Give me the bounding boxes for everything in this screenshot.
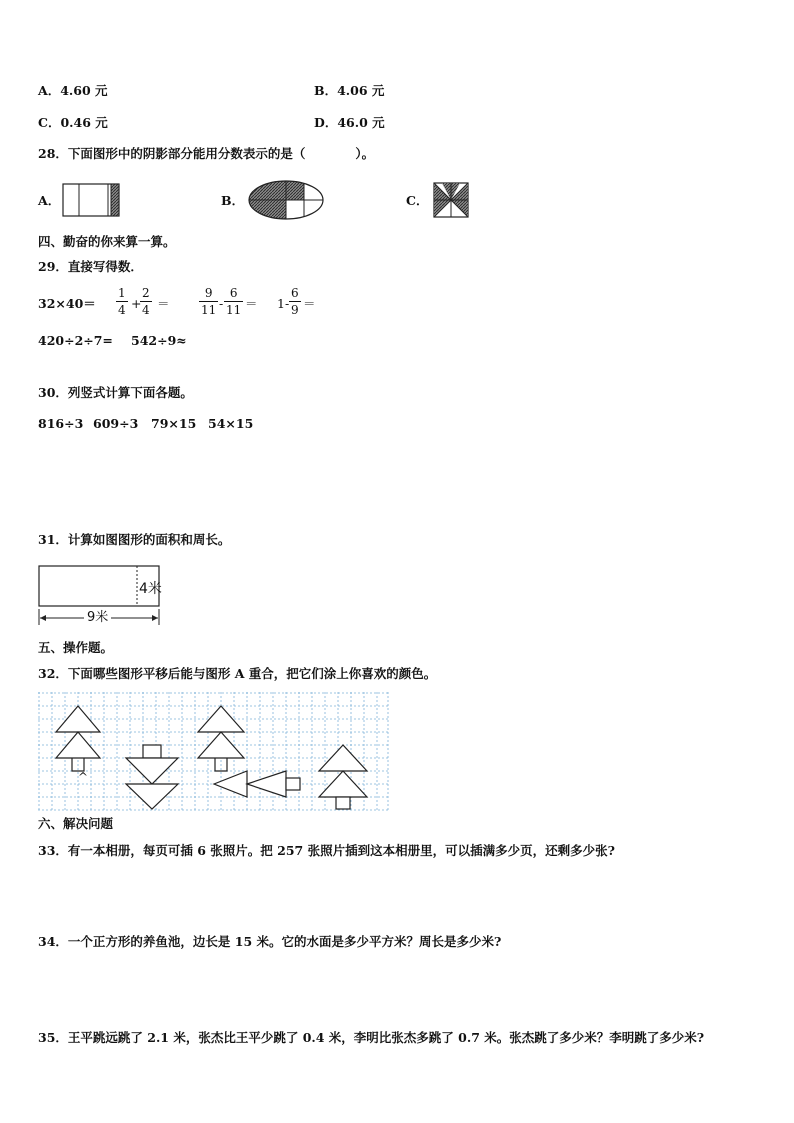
q29-expr-1: 32×40＝ xyxy=(38,296,96,311)
q31-height-label: 4米 xyxy=(139,581,162,597)
q30-title: 30．列竖式计算下面各题。 xyxy=(38,385,193,400)
q29-operator: - xyxy=(219,296,224,311)
q29-fraction: $\frac{1}{4}$ xyxy=(118,286,126,317)
q29-fraction: $\frac{2}{4}$ xyxy=(142,286,150,317)
q28-option-c-label: C． xyxy=(406,193,429,208)
q29-expr-4-prefix: 1- xyxy=(277,296,290,311)
q30-item: 54×15 xyxy=(208,416,254,431)
q30-item: 609÷3 xyxy=(93,416,139,431)
q29-expr-5: 420÷2÷7= xyxy=(38,333,113,348)
option-a: A．4.60 元 xyxy=(38,83,108,98)
q28-option-a-label: A． xyxy=(38,193,61,208)
q29-equals: ＝ xyxy=(245,296,258,311)
q29-operator: + xyxy=(131,296,142,311)
q31-title: 31．计算如图图形的面积和周长。 xyxy=(38,532,231,547)
q34-text: 34．一个正方形的养鱼池，边长是 15 米。它的水面是多少平方米？周长是多少米? xyxy=(38,934,502,949)
section-5-heading: 五、操作题。 xyxy=(38,640,114,655)
q29-fraction: $\frac{9}{11}$ xyxy=(201,286,217,317)
section-4-heading: 四、勤奋的你来算一算。 xyxy=(38,234,176,249)
q32-figure-a-marker: ^ xyxy=(78,770,89,784)
section-6-heading: 六、解决问题 xyxy=(38,816,114,831)
q30-item: 816÷3 xyxy=(38,416,84,431)
q28-figure-b xyxy=(248,180,324,220)
q29-title: 29．直接写得数． xyxy=(38,259,143,274)
q33-text: 33．有一本相册，每页可插 6 张照片。把 257 张照片插到这本相册里，可以插满多少页，还剩多少张? xyxy=(38,843,615,858)
q29-fraction: $\frac{6}{9}$ xyxy=(291,286,299,317)
q29-expr-6: 542÷9≈ xyxy=(131,333,187,348)
q28-question: 28．下面图形中的阴影部分能用分数表示的是（ ）。 xyxy=(38,146,375,161)
q30-item: 79×15 xyxy=(151,416,197,431)
q28-figure-c xyxy=(433,182,469,218)
option-d: D．46.0 元 xyxy=(314,115,385,130)
q35-text: 35．王平跳远跳了 2.1 米，张杰比王平少跳了 0.4 米，李明比张杰多跳了 0.7 米。张杰跳了多少米？李明跳了多少米? xyxy=(38,1030,705,1045)
q29-fraction: $\frac{6}{11}$ xyxy=(226,286,242,317)
q29-equals: ＝ xyxy=(157,296,170,311)
q29-equals: ＝ xyxy=(303,296,316,311)
q28-option-b-label: B． xyxy=(221,193,245,208)
q32-grid-figure xyxy=(38,692,390,814)
q31-width-label: 9米 xyxy=(84,611,111,624)
option-b: B．4.06 元 xyxy=(314,83,385,98)
q32-title: 32．下面哪些图形平移后能与图形 A 重合，把它们涂上你喜欢的颜色。 xyxy=(38,666,437,681)
option-c: C．0.46 元 xyxy=(38,115,108,130)
q28-figure-a xyxy=(62,183,120,217)
